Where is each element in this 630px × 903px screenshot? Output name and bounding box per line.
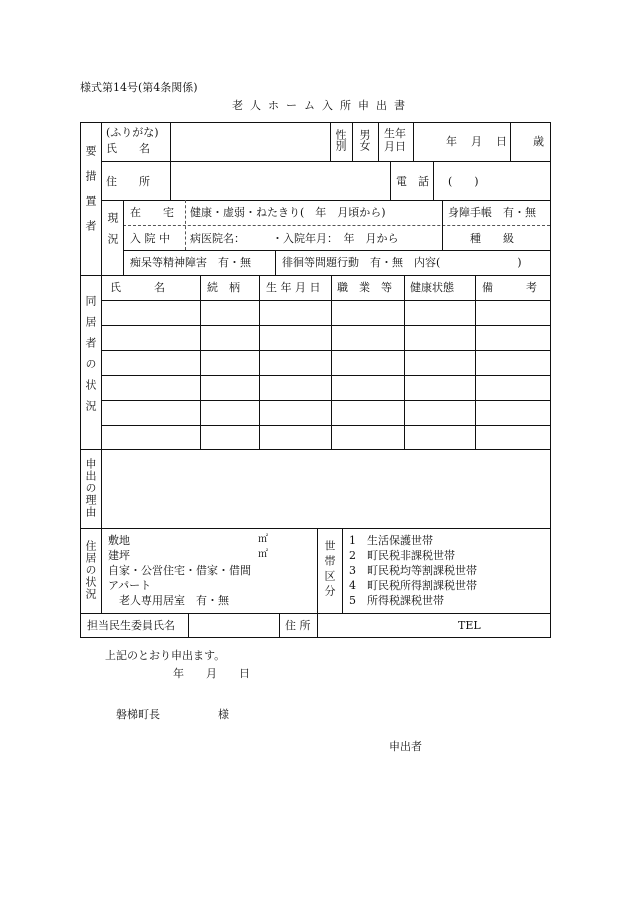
age-unit: 歳	[533, 135, 544, 148]
health-status: 健康・虚弱・ねたきり( 年 月頃から)	[190, 206, 386, 219]
col-relation: 続 柄	[207, 281, 240, 294]
applicant-label: 申出者	[389, 740, 422, 753]
form-number: 様式第14号(第4条関係)	[80, 81, 198, 94]
furigana-label: (ふりがな)	[106, 126, 159, 139]
col-name: 氏 名	[110, 281, 165, 294]
sex-options: 男女	[358, 129, 371, 151]
birth-day: 日	[496, 135, 507, 148]
household-item-2: 2 町民税非課税世帯	[349, 549, 455, 562]
household-label: 世帯区分	[323, 540, 336, 600]
birth-label: 生年月日	[384, 127, 406, 153]
household-item-1: 1 生活保護世帯	[349, 534, 433, 547]
address-label: 住 所	[106, 175, 150, 188]
tel-label: TEL	[458, 619, 481, 632]
section-requester-label: 要措置者	[84, 145, 97, 245]
phone-paren: ( )	[448, 175, 479, 188]
site-label: 敷地	[108, 534, 130, 547]
status-label: 現況	[106, 212, 119, 254]
household-item-4: 4 町民税所得割課税世帯	[349, 579, 477, 592]
apartment-label: アパート	[108, 579, 152, 592]
hospital-label: 入 院 中	[130, 232, 170, 245]
section-housing-label: 住居の状況	[84, 540, 97, 600]
birth-month: 月	[471, 135, 482, 148]
hospital-name-label: 病医院名：	[190, 232, 245, 245]
household-item-3: 3 町民税均等割課税世帯	[349, 564, 477, 577]
dementia-label: 痴呆等精神障害 有・無	[130, 256, 251, 269]
closing-statement: 上記のとおり申出ます。	[105, 649, 226, 662]
commissioner-label: 担当民生委員氏名	[87, 619, 175, 632]
col-health: 健康状態	[410, 281, 454, 294]
honorific: 様	[218, 708, 229, 721]
home-label: 在 宅	[130, 206, 174, 219]
closing-date: 年 月 日	[173, 667, 250, 680]
birth-year: 年	[446, 135, 457, 148]
household-item-5: 5 所得税課税世帯	[349, 594, 444, 607]
phone-label: 電 話	[396, 175, 429, 188]
col-birthdate: 生 年 月 日	[266, 281, 321, 294]
floor-label: 建坪	[108, 549, 130, 562]
col-occupation: 職 業 等	[337, 281, 392, 294]
mayor-label: 磐梯町長	[116, 708, 160, 721]
section-cohabitants-label: 同居者の状況	[84, 295, 97, 421]
elderly-room-label: 老人専用居室 有・無	[119, 594, 229, 607]
grade-label: 種 級	[470, 232, 514, 245]
site-unit: ㎡	[258, 534, 268, 545]
page-title: 老人ホーム入所申出書	[232, 99, 412, 112]
housing-type: 自家・公営住宅・借家・借間	[108, 564, 251, 577]
wandering-label: 徘徊等問題行動 有・無 内容( )	[282, 256, 522, 269]
commissioner-address-label: 住 所	[285, 619, 311, 632]
floor-unit: ㎡	[258, 549, 268, 560]
handbook-label: 身障手帳 有・無	[448, 206, 536, 219]
admission-label: ・入院年月： 年 月から	[272, 232, 399, 245]
col-remarks: 備 考	[482, 281, 537, 294]
sex-label: 性別	[334, 129, 347, 151]
name-label: 氏 名	[106, 142, 150, 155]
section-reason-label: 申出の理由	[84, 458, 97, 518]
